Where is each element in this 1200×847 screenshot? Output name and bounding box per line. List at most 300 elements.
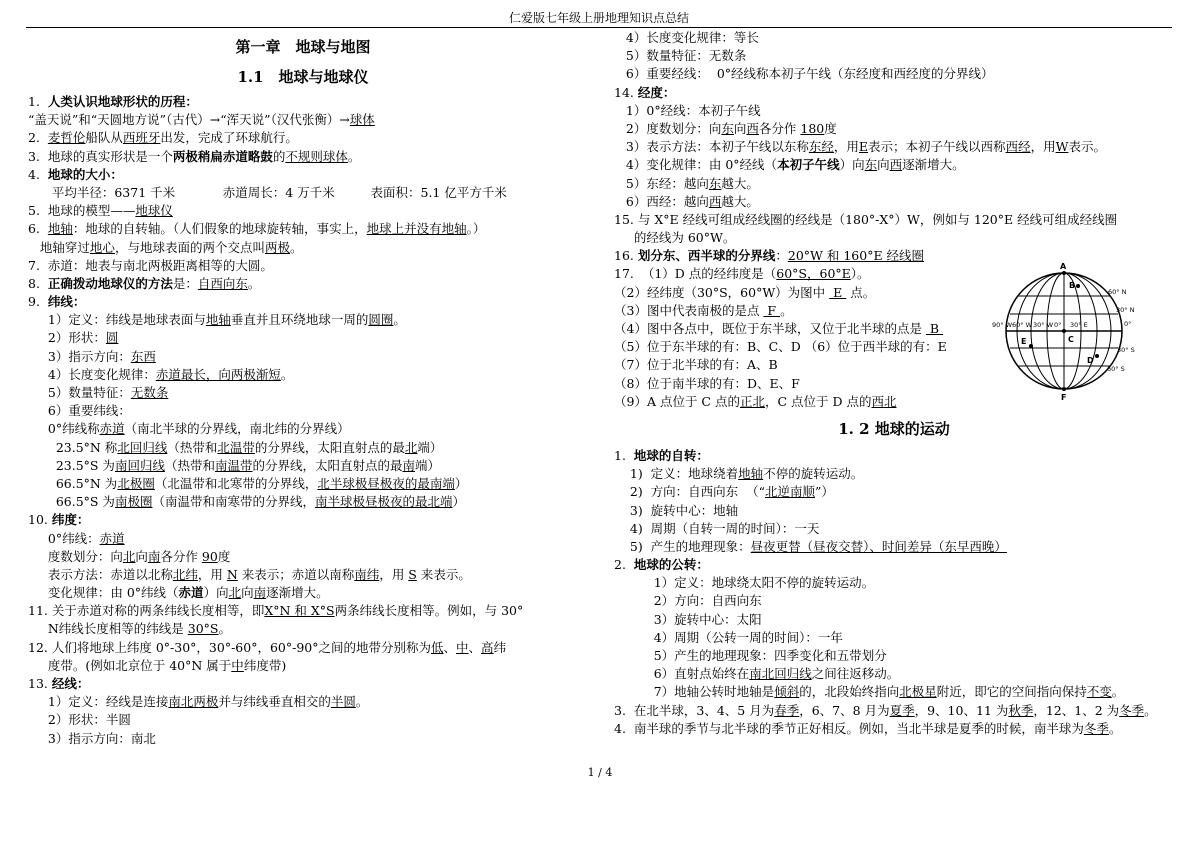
text-run: “盖天说”和“天圆地方说”（古代）→“浑天说”（汉代张衡）→ — [28, 112, 350, 128]
text-run: 各分作 — [758, 120, 801, 136]
text-run: 1. — [614, 447, 634, 463]
text-line — [28, 584, 598, 602]
underlined-text: 春季 — [774, 702, 800, 718]
text-line — [614, 520, 1174, 538]
underlined-text: 南北两极 — [168, 694, 219, 710]
text-line — [28, 493, 598, 511]
text-line — [28, 111, 598, 129]
text-run: 17. （1）D 点的经纬度是（ — [614, 266, 777, 282]
underlined-text: 东西 — [130, 348, 156, 364]
text-run: 。 — [280, 366, 294, 382]
underlined-text: F — [763, 302, 781, 318]
underlined-text: 两极 — [264, 239, 290, 255]
text-line — [28, 311, 598, 329]
text-line — [614, 483, 1174, 501]
text-run: 5. 地球的模型—— — [28, 203, 136, 219]
underlined-text: 赤道 — [99, 421, 125, 437]
underlined-text: 球体 — [349, 112, 375, 128]
text-line — [28, 93, 598, 111]
bold-text: 地球的自转： — [633, 447, 709, 463]
point-a-dot — [1062, 271, 1066, 275]
underlined-text: 夏季 — [889, 702, 915, 718]
text-run: 度 — [217, 548, 231, 564]
text-run: 3）旋转中心：太阳 — [614, 611, 762, 627]
underlined-text: 20°W 和 160°E 经线圈 — [787, 248, 925, 264]
bold-text: 人类认识地球形状的历程： — [47, 94, 198, 109]
text-line — [28, 511, 598, 529]
text-run: 4. 南半球的季节与北半球的季节正好相反。例如，当北半球是夏季的时候，南半球为 — [614, 720, 1084, 736]
text-line — [614, 193, 1174, 211]
text-line — [614, 592, 1174, 610]
underlined-text: 自西向东 — [197, 275, 248, 291]
text-run: 1. — [28, 94, 48, 109]
underlined-text: 西 — [708, 193, 722, 209]
text-run: 。） — [466, 221, 486, 237]
text-run: 平均半径：6371 千米 赤道周长：4 万千米 表面积：5.1 亿平方千米 — [28, 184, 507, 200]
text-line — [28, 711, 598, 729]
text-run: ，用 — [1030, 139, 1056, 155]
underlined-text: 昼夜更替（昼夜交替）、时间差异（东早西晚） — [750, 538, 1007, 554]
point-d-dot — [1095, 354, 1099, 358]
text-run: 23.5°S 为 — [28, 457, 115, 473]
text-run: 。 — [347, 148, 361, 164]
lat-label-30n: 30° N — [1116, 306, 1135, 314]
text-run: 、 — [443, 639, 457, 655]
text-run: 。 — [393, 312, 406, 328]
text-run: （北温带和北寒带的分界线， — [154, 475, 318, 491]
text-line — [28, 402, 598, 420]
text-run: ，6、7、8 月为 — [799, 702, 890, 718]
text-line — [614, 138, 1174, 156]
underlined-text: 北逆南顺 — [765, 484, 816, 500]
bold-text: 地球的大小： — [47, 166, 123, 182]
text-run: 向 — [733, 120, 747, 136]
text-run: 度 — [824, 120, 837, 136]
text-line — [614, 683, 1174, 701]
text-run: 2）形状：半圆 — [28, 712, 131, 728]
text-line — [28, 420, 598, 438]
text-run: （南温带和南寒带的分界线， — [152, 494, 315, 510]
text-run: 端） — [415, 457, 441, 473]
point-e-dot — [1029, 344, 1033, 348]
text-run: ，9、10、11 为 — [914, 702, 1009, 718]
text-run: 向 — [135, 548, 148, 564]
text-run: 12. 人们将地球上纬度 0°-30°，30°-60°，60°-90°之间的地带分别称为 — [28, 639, 431, 655]
text-line — [28, 457, 598, 475]
text-run: ）向 — [839, 157, 865, 173]
text-line — [614, 538, 1174, 556]
text-run: 出发，完成了环球航行。 — [160, 130, 298, 146]
underlined-text: 正北 — [739, 393, 765, 409]
text-run: 3）指示方向：南北 — [28, 730, 156, 746]
underlined-text: 北温带 — [217, 439, 255, 455]
text-run: （8）位于南半球的有：D、E、F — [614, 375, 800, 391]
text-run: 5）东经：越向 — [614, 175, 709, 191]
text-run: ）。 — [850, 266, 870, 282]
underlined-text: 赤道 — [99, 530, 125, 546]
text-run: 向 — [241, 585, 254, 601]
text-run: 3) 旋转中心：地轴 — [614, 502, 739, 518]
text-run: 9. — [28, 294, 48, 310]
underlined-text: 西班牙 — [122, 130, 161, 146]
text-run: 表示；本初子午线以西称 — [868, 139, 1006, 155]
text-run: 1）定义：纬线是地球表面与 — [28, 312, 206, 328]
underlined-text: 倾斜 — [774, 684, 800, 700]
text-run: 并与纬线垂直相交的 — [218, 694, 331, 710]
text-run: 地轴穿过 — [28, 239, 90, 255]
bold-text: 两极稍扁赤道略鼓 — [172, 148, 273, 164]
text-run: 来表示。 — [416, 566, 471, 582]
text-line — [614, 102, 1174, 120]
text-run: 3）表示方法：本初子午线以东称 — [614, 139, 809, 155]
text-run: ，用 — [379, 566, 409, 582]
text-run: 的分界线，太阳直射点的最 — [252, 457, 403, 473]
point-f-dot — [1062, 387, 1066, 391]
text-run: 1）定义：经线是连接 — [28, 694, 169, 710]
text-run: （热带和 — [164, 457, 215, 473]
underlined-text: 西 — [889, 157, 903, 173]
text-run: 两条纬线长度相等。例如，与 30° — [334, 603, 524, 619]
underlined-text: 东 — [721, 120, 734, 136]
underlined-text: 60°S，60°E — [776, 266, 851, 282]
text-line — [28, 548, 598, 566]
text-line — [28, 439, 598, 457]
text-line — [28, 129, 598, 147]
text-run: 23.5°N 称 — [28, 439, 118, 455]
underlined-text: 北回归线 — [117, 439, 168, 455]
text-line — [28, 184, 598, 202]
text-run: ）向 — [203, 585, 229, 601]
underlined-text: 冬季 — [1119, 702, 1145, 718]
text-run: 船队从 — [85, 130, 123, 146]
text-run: 是： — [172, 275, 198, 291]
text-run: 3）指示方向： — [28, 348, 131, 364]
text-line — [614, 229, 1174, 247]
text-run: 各分作 — [160, 548, 202, 564]
text-line — [28, 730, 598, 748]
underlined-text: 不变 — [1086, 684, 1112, 700]
underlined-text: 半圆 — [330, 694, 356, 710]
text-run: 14. — [614, 84, 638, 100]
lon-label-0: 0° — [1054, 321, 1062, 329]
underlined-text: 赤道最长，向两极渐短 — [155, 366, 281, 382]
text-run: 4）周期（公转一周的时间）：一年 — [614, 629, 843, 645]
text-run: 7. 赤道：地表与南北两极距离相等的大圆。 — [28, 257, 273, 273]
text-run: 16. — [614, 248, 638, 264]
text-run: 度数划分：向 — [28, 548, 123, 564]
text-line — [28, 620, 598, 638]
text-run: 5）数量特征：无数条 — [614, 48, 747, 64]
underlined-text: 秋季 — [1008, 702, 1034, 718]
text-line — [614, 175, 1174, 193]
text-run: （5）位于东半球的有：B、C、D （6）位于西半球的有：E — [614, 339, 947, 355]
globe-diagram — [990, 256, 1180, 406]
text-run: 7）地轴公转时地轴是 — [614, 684, 775, 700]
bold-text: 纬线： — [47, 294, 86, 310]
underlined-text: 南 — [253, 585, 267, 601]
text-run: 纬度带) — [243, 657, 287, 673]
underlined-text: 地轴 — [205, 312, 231, 328]
text-line — [28, 275, 598, 293]
underlined-text: N — [226, 566, 238, 582]
text-run: 逐渐增大。 — [266, 585, 329, 601]
underlined-text: 冬季 — [1083, 720, 1109, 736]
lat-label-60n: 60° N — [1108, 288, 1127, 296]
underlined-text: 北极圈 — [117, 475, 155, 491]
text-run: 6）直射点始终在 — [614, 666, 750, 682]
text-run: 1) 定义：地球绕着 — [614, 466, 739, 482]
text-run: 之间往返移动。 — [811, 666, 900, 682]
underlined-text: W — [1055, 139, 1069, 155]
text-run: 5）数量特征： — [28, 385, 131, 400]
bold-text: 本初子午线 — [777, 157, 840, 173]
underlined-text: 西北 — [871, 393, 897, 409]
text-run: 变化规律：由 0°纬线（ — [28, 585, 179, 601]
text-run: ，C 点位于 D 点的 — [764, 393, 872, 409]
text-run: ，用 — [833, 139, 859, 155]
text-run: 垂直并且环绕地球一周的 — [230, 312, 369, 328]
text-line — [614, 574, 1174, 592]
text-line — [28, 693, 598, 711]
text-run: 不停的旋转运动。 — [763, 466, 864, 482]
point-b-label: B — [1069, 281, 1076, 290]
text-run: 。 — [1111, 684, 1125, 700]
text-line — [614, 47, 1174, 65]
bold-text: 纬度： — [51, 512, 90, 528]
text-run: 8. — [28, 275, 48, 291]
text-run: 66.5°S 为 — [28, 494, 115, 510]
text-line — [614, 502, 1174, 520]
text-run: 0°纬线： — [28, 530, 100, 546]
text-line — [28, 202, 598, 220]
underlined-text: 中 — [456, 639, 469, 655]
text-run: 2) 方向：自西向东 （“ — [614, 484, 766, 500]
underlined-text: 南北回归线 — [749, 666, 812, 682]
point-a-label: A — [1060, 262, 1067, 271]
text-run: ：地球的自转轴。（人们假象的地球旋转轴，事实上， — [72, 221, 367, 237]
underlined-text: 西经 — [1005, 139, 1031, 155]
underlined-text: 圆圈 — [368, 312, 394, 328]
bold-text: 赤道 — [178, 585, 204, 601]
text-line — [614, 29, 1174, 47]
text-run: 、 — [468, 639, 482, 655]
lon-label-30w: 30° W — [1033, 321, 1054, 329]
point-e-label: E — [1021, 337, 1027, 346]
text-run: 3. 在北半球，3、4、5 月为 — [614, 702, 775, 718]
text-run: 2. — [28, 130, 48, 146]
underlined-text: 南半球极昼极夜的最北端 — [314, 494, 453, 510]
text-run: 点。 — [846, 284, 876, 300]
text-run: 13. — [28, 676, 52, 691]
section-title-motion: 1. 2 地球的运动 — [838, 419, 950, 438]
text-run: 2）形状： — [28, 330, 106, 346]
point-c-dot — [1062, 329, 1066, 333]
text-run: 5) 产生的地理现象： — [614, 538, 751, 554]
underlined-text: 圆 — [105, 330, 119, 346]
bold-text: 正确拨动地球仪的方法 — [47, 275, 173, 291]
text-line — [614, 84, 1174, 102]
underlined-text: 低 — [430, 639, 444, 655]
text-run: 向 — [877, 157, 890, 173]
underlined-text: E — [858, 139, 869, 155]
text-line — [28, 530, 598, 548]
text-run: 。 — [1144, 702, 1157, 718]
text-run: ，12、1、2 为 — [1033, 702, 1120, 718]
right-text-lines-b — [614, 447, 1174, 738]
underlined-text: 地轴 — [738, 466, 764, 482]
text-run: （3）图中代表南极的是点 — [614, 302, 764, 318]
text-run: 表示方法：赤道以北称 — [28, 566, 173, 582]
text-run: 6）西经：越向 — [614, 193, 709, 209]
bold-text: 经线： — [51, 676, 90, 691]
underlined-text: 地心 — [89, 239, 115, 255]
text-line — [28, 475, 598, 493]
text-run: 6. — [28, 221, 48, 237]
text-line — [28, 384, 598, 402]
text-run: 1）0°经线：本初子午线 — [614, 102, 761, 118]
text-run: ，与地球表面的两个交点叫 — [114, 239, 265, 255]
underlined-text: 南温带 — [214, 457, 253, 473]
text-line — [28, 329, 598, 347]
underlined-text: 高 — [481, 639, 494, 655]
text-line — [614, 611, 1174, 629]
text-line — [614, 447, 1174, 465]
text-run: 6）重要纬线： — [28, 403, 131, 419]
text-run: 4) 周期（自转一周的时间）：一天 — [614, 520, 820, 536]
text-line — [28, 257, 598, 275]
underlined-text: X°N 和 X°S — [264, 603, 335, 619]
underlined-text: 南纬 — [354, 566, 380, 582]
underlined-text: 麦哲伦 — [47, 130, 86, 146]
underlined-text: E — [829, 284, 847, 300]
underlined-text: B — [925, 321, 944, 336]
text-run: 。 — [780, 302, 793, 318]
underlined-text: 北半球极昼极夜的最南端 — [317, 475, 455, 491]
left-text-lines — [28, 93, 598, 748]
underlined-text: 北极星 — [899, 684, 937, 700]
text-run: 1）定义：地球绕太阳不停的旋转运动。 — [614, 575, 875, 591]
underlined-text: 南极圈 — [114, 494, 153, 510]
text-line — [28, 239, 598, 257]
underlined-text: 地球上并没有地轴 — [366, 221, 467, 237]
text-run: 逐渐增大。 — [902, 157, 965, 173]
text-line — [614, 465, 1174, 483]
text-run: 66.5°N 为 — [28, 475, 118, 491]
text-line — [614, 647, 1174, 665]
text-line — [28, 366, 598, 384]
lon-label-90w: 90° W — [992, 321, 1013, 329]
underlined-text: 南回归线 — [114, 457, 165, 473]
underlined-text: 30°S — [187, 621, 219, 637]
text-line — [28, 675, 598, 693]
text-run: （9）A 点位于 C 点的 — [614, 393, 740, 409]
text-line — [28, 566, 598, 584]
text-run: 4. — [28, 166, 48, 182]
lat-label-30s: 30° S — [1117, 346, 1135, 354]
underlined-text: S — [408, 566, 417, 582]
section-title: 1.1 地球与地球仪 — [237, 68, 369, 86]
text-run: 5）产生的地理现象：四季变化和五带划分 — [614, 648, 887, 663]
underlined-text: 东经 — [808, 139, 834, 155]
underlined-text: 地球仪 — [135, 203, 173, 219]
text-run: 的 — [272, 148, 286, 164]
underlined-text: 北 — [404, 439, 418, 455]
text-run: ，用 — [197, 566, 227, 582]
text-run: 来表示；赤道以南称 — [237, 566, 355, 582]
text-run: 的经线为 60°W。 — [614, 230, 736, 246]
text-run: ： — [775, 248, 788, 264]
page-number: 1 / 4 — [587, 766, 613, 779]
text-run: 纬 — [493, 639, 507, 655]
text-run: 15. 与 X°E 经线可组成经线圈的经线是（180°-X°）W，例如与 120°E 经线可组成经线圈 — [614, 211, 1118, 227]
text-run: 2）度数划分：向 — [614, 120, 722, 136]
text-run: ） — [452, 494, 465, 510]
text-run: 的，北段始终指向 — [799, 684, 900, 700]
text-run: 。 — [289, 239, 303, 255]
text-run: 。 — [218, 621, 232, 637]
text-line — [614, 702, 1174, 720]
text-line — [28, 220, 598, 238]
text-line — [28, 148, 598, 166]
text-run: 4）长度变化规律：等长 — [614, 30, 759, 45]
text-run: （7）位于北半球的有：A、B — [614, 357, 778, 373]
lon-label-30e: 30° E — [1070, 321, 1088, 329]
lon-label-60w: 60° W — [1012, 321, 1033, 329]
text-run: ） — [454, 475, 468, 491]
text-run: 越大。 — [721, 193, 759, 209]
page-footer — [0, 766, 1200, 779]
text-run: 。 — [355, 694, 369, 710]
text-run: 2）方向：自西向东 — [614, 593, 762, 609]
point-c-label: C — [1068, 335, 1074, 344]
underlined-text: 中 — [231, 657, 244, 673]
lat-label-60s: 60° S — [1107, 365, 1125, 373]
text-run: 0°纬线称 — [28, 421, 100, 437]
point-f-label: F — [1061, 393, 1067, 402]
text-run: （热带和 — [167, 439, 218, 455]
text-run: 4）变化规律：由 0°经线（ — [614, 157, 778, 173]
text-run: （2）经纬度（30°S，60°W）为图中 — [614, 284, 830, 300]
underlined-text: 东 — [864, 157, 878, 173]
text-line — [614, 65, 1174, 83]
text-run: 。 — [1108, 720, 1122, 736]
text-line — [28, 166, 598, 184]
text-line — [28, 348, 598, 366]
page-header — [26, 9, 1172, 28]
lat-label-0: 0° — [1124, 320, 1132, 328]
text-run: 4）长度变化规律： — [28, 366, 156, 382]
text-run: 3. 地球的真实形状是一个 — [28, 148, 173, 164]
text-run: 2. — [614, 557, 634, 573]
bold-text: 地球的公转： — [633, 557, 709, 573]
text-line — [614, 720, 1174, 738]
text-line — [28, 639, 598, 657]
text-line — [28, 293, 598, 311]
text-run: 度带。(例如北京位于 40°N 属于 — [28, 657, 232, 673]
text-run: ”） — [815, 484, 834, 500]
text-line — [614, 665, 1174, 683]
underlined-text: 北 — [228, 585, 242, 601]
header-title: 仁爱版七年级上册地理知识点总结 — [508, 11, 689, 25]
underlined-text: 西 — [746, 120, 759, 136]
text-run: 端） — [417, 439, 443, 455]
underlined-text: 不规则球体 — [285, 148, 348, 164]
underlined-text: 180 — [800, 120, 825, 136]
text-run: （南北半球的分界线，南北纬的分界线） — [124, 421, 350, 437]
bold-text: 经度： — [637, 84, 676, 100]
underlined-text: 北 — [122, 548, 136, 564]
text-run: 10. — [28, 512, 52, 528]
